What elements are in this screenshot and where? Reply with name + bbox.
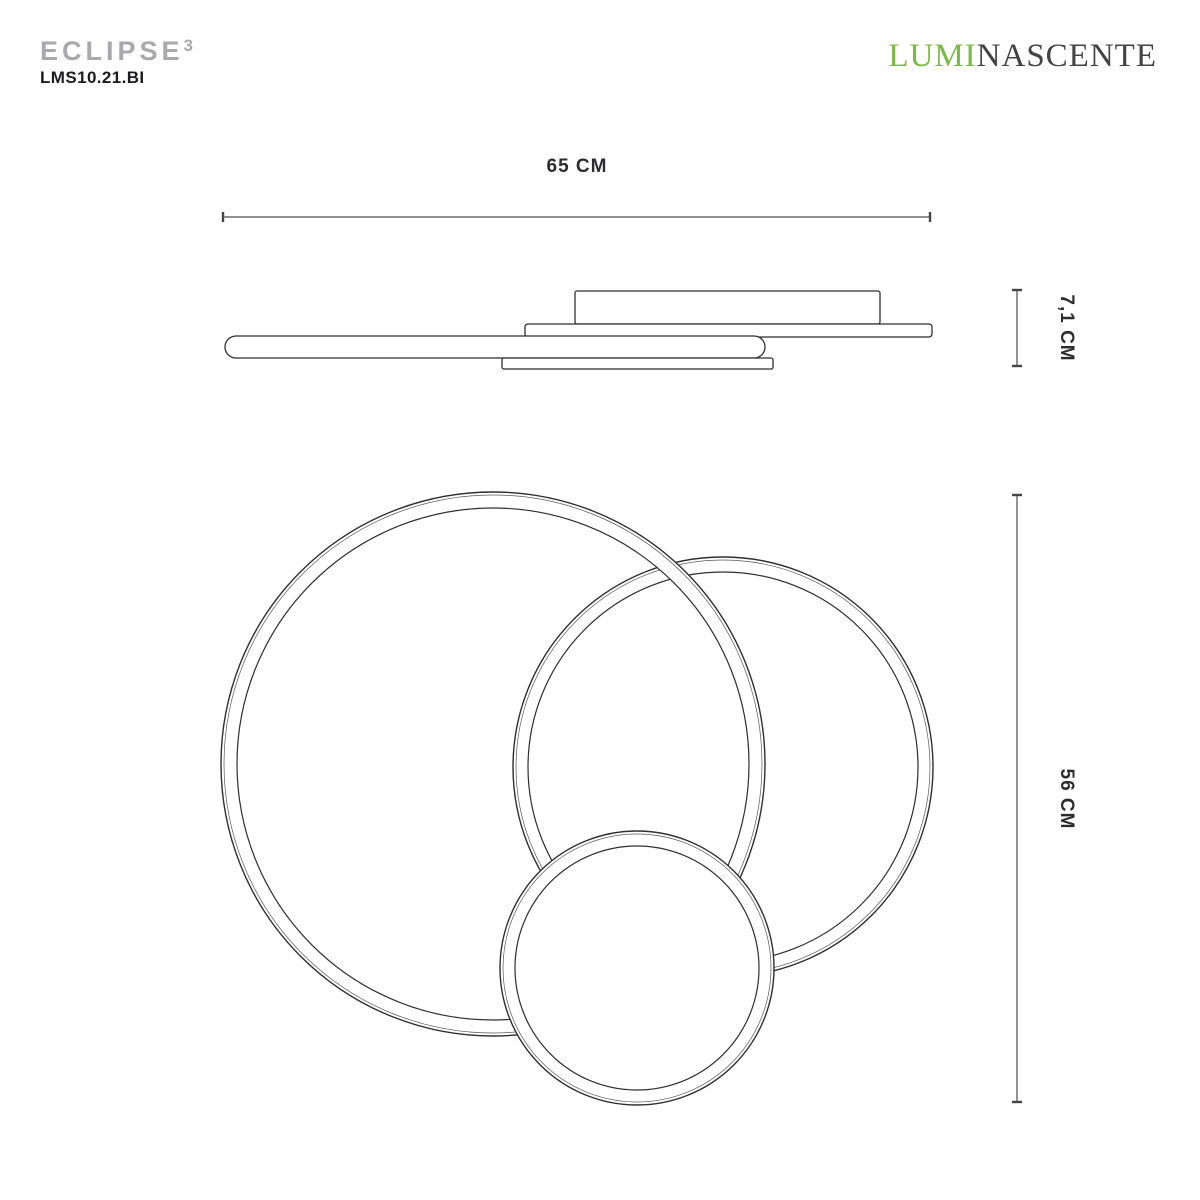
side-view-small-bar xyxy=(502,358,773,369)
ring-small xyxy=(500,831,774,1105)
brand-logo-prefix: LUMI xyxy=(888,38,977,74)
product-sku: LMS10.21.BI xyxy=(40,68,145,87)
side-view-canopy xyxy=(575,291,880,324)
product-name xyxy=(40,38,193,65)
dimension-label-width: 65 CM xyxy=(546,156,608,177)
dimension-label-height: 7,1 CM xyxy=(1056,294,1077,362)
brand-logo xyxy=(888,40,1157,73)
side-view-large-bar xyxy=(225,336,765,358)
product-name-text: ECLIPSE xyxy=(40,36,184,66)
brand-logo-suffix: NASCENTE xyxy=(976,38,1157,74)
product-name-superscript: 3 xyxy=(183,36,193,55)
dimension-line-width xyxy=(223,212,930,222)
dimension-line-height xyxy=(1012,290,1022,366)
side-view-medium-bar xyxy=(525,324,932,337)
side-view xyxy=(225,291,932,369)
dimension-label-diameter: 56 CM xyxy=(1056,768,1077,830)
top-view xyxy=(221,492,933,1105)
dimension-line-diameter xyxy=(1012,495,1022,1102)
product-block xyxy=(40,38,193,88)
